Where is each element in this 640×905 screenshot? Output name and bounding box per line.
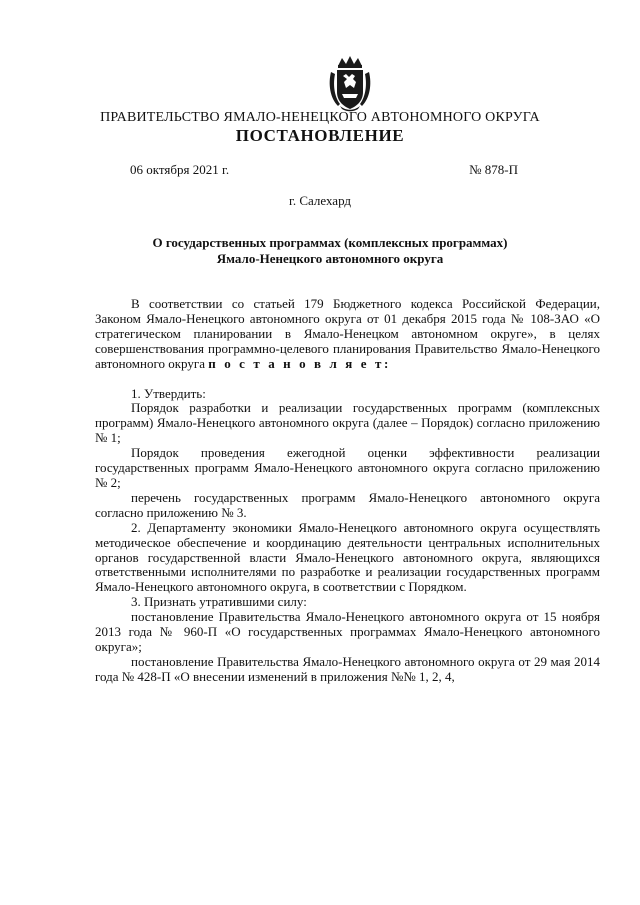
document-city: г. Салехард [288,193,352,208]
document-type: ПОСТАНОВЛЕНИЕ [235,126,405,145]
clause-3: 3. Признать утратившими силу: [131,594,307,610]
government-name: ПРАВИТЕЛЬСТВО ЯМАЛО-НЕНЕЦКОГО АВТОНОМНОГО ОКРУГА [100,110,540,125]
clause-3-item-b: постановление Правительства Ямало-Ненецкого автономного округа от 29 мая 2014 года № 428-П «О внесении изменений в приложения №№ 1, 2, 4, [95,653,600,684]
title-line-2: Ямало-Ненецкого автономного округа [216,251,444,266]
preamble-text: В соответствии со статьей 179 Бюджетного кодекса Российской Федерации, Законом Ямало-Ненецкого автономного округа от 01 декабря 2015 года № 108-ЗАО «О стратегическом планировании в Ямало-Ненецком автономном округе», в целях совершенствования программно-целевого планирования Правительство Ямало-Ненецкого автономного округа [95,296,600,371]
clause-1-item-c: перечень государственных программ Ямало-Ненецкого автономного округа согласно приложению № 3. [95,489,600,520]
document-title [100,235,560,267]
clause-1-item-b: Порядок проведения ежегодной оценки эффективности реализации государственных программ Ямало-Ненецкого автономного округа согласно приложению № 2; [95,445,600,490]
title-line-1: О государственных программах (комплексных программах) [152,235,508,250]
clause-3-item-a: постановление Правительства Ямало-Ненецкого автономного округа от 15 ноября 2013 года № 960-П «О государственных программах Ямало-Ненецкого автономного округа»; [95,609,600,654]
clause-2: 2. Департаменту экономики Ямало-Ненецкого автономного округа осуществлять методическое обеспечение и координацию деятельности центральных исполнительных органов государственной власти Ямало-Ненецкого автономного округа, являющихся ответственными исполнителями по разработке и реализации государственных программ Ямало-Ненецкого автономного округа, в соответствии с Порядком. [95,519,600,595]
document-number: № 878-П [469,162,518,177]
clause-1: 1. Утвердить: [131,385,206,401]
document-date: 06 октября 2021 г. [130,162,230,177]
preamble-paragraph [95,297,600,372]
document-body [95,297,600,685]
coat-of-arms-icon [328,54,372,112]
clause-1-item-a: Порядок разработки и реализации государственных программ (комплексных программ) Ямало-Ненецкого автономного округа (далее – Порядок) согласно приложению № 1; [95,400,600,446]
resolves-word: п о с т а н о в л я е т: [208,355,391,371]
